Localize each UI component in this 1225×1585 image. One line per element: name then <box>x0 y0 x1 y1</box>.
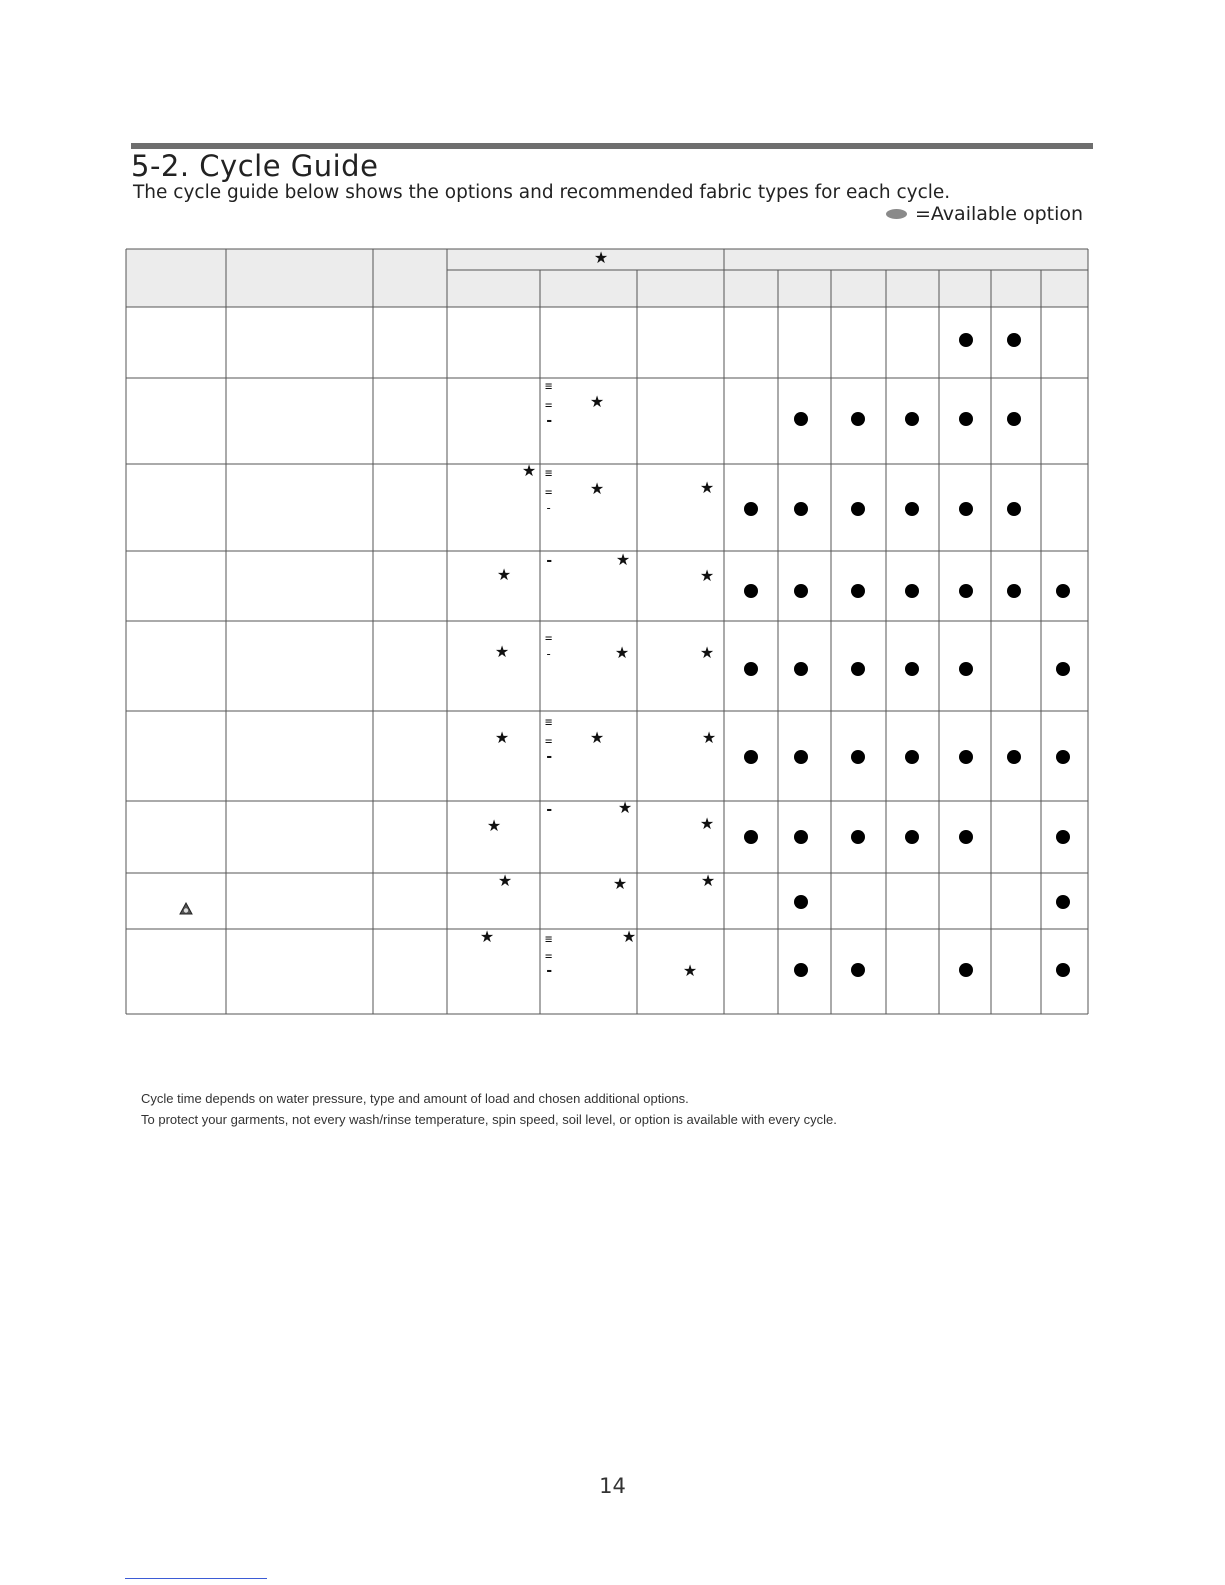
star-icon: ★ <box>699 814 715 833</box>
filled-circle-icon <box>794 412 808 426</box>
filled-circle-icon <box>1007 584 1021 598</box>
filled-circle-icon <box>744 750 758 764</box>
bars-level-icon: = <box>545 631 553 645</box>
page-number: 14 <box>599 1474 626 1498</box>
filled-circle-icon <box>1007 750 1021 764</box>
filled-circle-icon <box>794 963 808 977</box>
filled-circle-icon <box>905 750 919 764</box>
star-icon: ★ <box>486 816 502 835</box>
dash-level-icon: - <box>545 413 554 429</box>
filled-circle-icon <box>794 830 808 844</box>
star-icon: ★ <box>589 728 605 747</box>
filled-circle-icon <box>1056 830 1070 844</box>
filled-circle-icon <box>794 502 808 516</box>
bars-level-icon: ≡ <box>545 715 553 729</box>
star-icon: ★ <box>497 871 513 890</box>
star-icon: ★ <box>494 728 510 747</box>
filled-circle-icon <box>851 584 865 598</box>
dash-level-icon: - <box>545 963 554 979</box>
star-icon: ★ <box>479 927 495 946</box>
filled-circle-icon <box>1007 412 1021 426</box>
star-icon: ★ <box>699 643 715 662</box>
filled-circle-icon <box>794 895 808 909</box>
page-subtitle: The cycle guide below shows the options and recommended fabric types for each cycle. <box>133 182 951 203</box>
filled-circle-icon <box>959 412 973 426</box>
star-icon: ★ <box>614 643 630 662</box>
star-icon: ★ <box>682 961 698 980</box>
dash-level-icon: - <box>545 647 553 661</box>
filled-circle-icon <box>744 502 758 516</box>
filled-circle-icon <box>1056 895 1070 909</box>
star-icon: ★ <box>612 874 628 893</box>
filled-circle-icon <box>959 963 973 977</box>
bars-level-icon: = <box>545 949 553 963</box>
filled-circle-icon <box>905 412 919 426</box>
filled-circle-icon <box>851 412 865 426</box>
filled-circle-icon <box>905 584 919 598</box>
filled-circle-icon <box>959 333 973 347</box>
star-icon: ★ <box>621 927 637 946</box>
filled-circle-icon <box>851 662 865 676</box>
filled-circle-icon <box>1007 333 1021 347</box>
page-title: 5-2. Cycle Guide <box>131 149 379 183</box>
filled-circle-icon <box>1056 584 1070 598</box>
star-icon: ★ <box>496 565 512 584</box>
star-icon: ★ <box>701 728 717 747</box>
filled-circle-icon <box>851 750 865 764</box>
dash-level-icon: - <box>545 802 554 818</box>
filled-circle-icon <box>794 584 808 598</box>
filled-circle-icon <box>744 584 758 598</box>
filled-circle-icon <box>794 750 808 764</box>
bars-level-icon: ≡ <box>545 932 553 946</box>
star-icon: ★ <box>615 550 631 569</box>
filled-circle-icon <box>794 662 808 676</box>
star-icon: ★ <box>617 798 633 817</box>
filled-circle-icon <box>959 830 973 844</box>
dash-level-icon: - <box>545 749 554 765</box>
star-icon: ★ <box>589 479 605 498</box>
footnote-cycle-time: Cycle time depends on water pressure, type and amount of load and chosen additional options. <box>141 1091 689 1106</box>
filled-circle-icon <box>959 502 973 516</box>
bars-level-icon: ≡ <box>545 466 553 480</box>
dash-level-icon: - <box>545 501 553 515</box>
filled-circle-icon <box>959 662 973 676</box>
filled-circle-icon <box>851 830 865 844</box>
filled-circle-icon <box>744 662 758 676</box>
filled-circle-icon <box>744 830 758 844</box>
filled-circle-icon <box>959 750 973 764</box>
star-icon: ★ <box>699 566 715 585</box>
star-icon: ★ <box>700 871 716 890</box>
star-icon: ★ <box>593 248 609 267</box>
filled-circle-icon <box>1056 662 1070 676</box>
star-icon: ★ <box>589 392 605 411</box>
legend-label: =Available option <box>915 203 1084 225</box>
star-icon: ★ <box>699 478 715 497</box>
filled-circle-icon <box>905 662 919 676</box>
dash-level-icon: - <box>545 553 554 569</box>
filled-circle-icon <box>1056 963 1070 977</box>
bars-level-icon: = <box>545 398 553 412</box>
bars-level-icon: = <box>545 485 553 499</box>
care-symbol-icon <box>179 902 193 916</box>
filled-circle-icon <box>851 502 865 516</box>
bars-level-icon: = <box>545 734 553 748</box>
filled-circle-icon <box>905 502 919 516</box>
filled-circle-icon <box>905 830 919 844</box>
filled-circle-icon <box>851 963 865 977</box>
filled-circle-icon <box>1007 502 1021 516</box>
star-icon: ★ <box>494 642 510 661</box>
bottom-link-underline <box>125 1578 267 1579</box>
footnote-garment-protection: To protect your garments, not every wash/rinse temperature, spin speed, soil level, or option is available with every cycle. <box>141 1112 837 1127</box>
filled-circle-icon <box>1056 750 1070 764</box>
filled-circle-icon <box>959 584 973 598</box>
bars-level-icon: ≡ <box>545 379 553 393</box>
star-icon: ★ <box>521 461 537 480</box>
